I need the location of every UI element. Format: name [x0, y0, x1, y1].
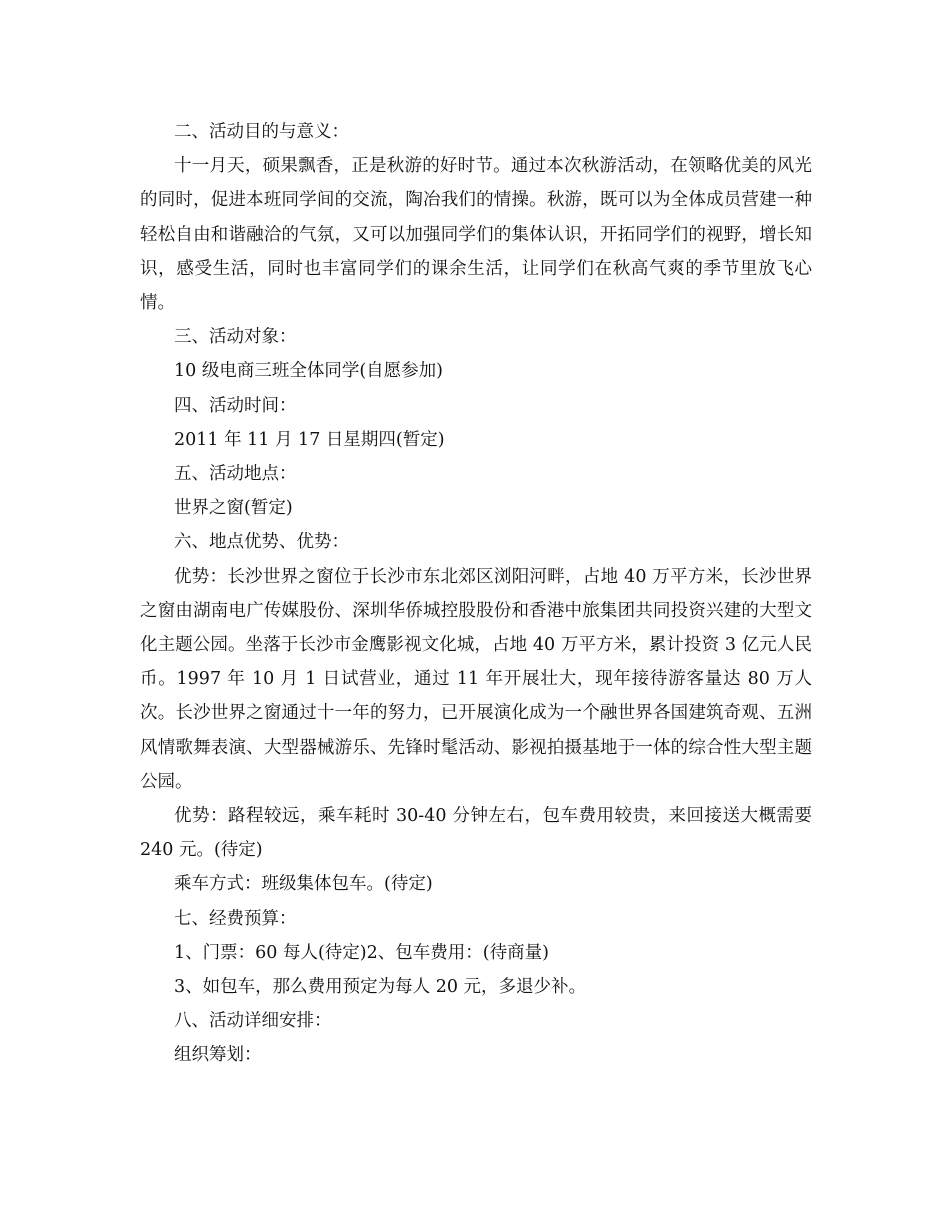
- paragraph-advantages: 优势：长沙世界之窗位于长沙市东北郊区浏阳河畔，占地 40 万平方米，长沙世界之窗由湖南电广传媒股份、深圳华侨城控股股份和香港中旅集团共同投资兴建的大型文化主题公园。坐落于长沙市金鹰影视文化城，占地 40 万平方米，累计投资 3 亿元人民币。1997 年 10 月 1 日试营业，通过 11 年开展壮大，现年接待游客量达 80 万人次。长沙世界之窗通过十一年的努力，已开展演化成为一个融世界各国建筑奇观、五洲风情歌舞表演、大型器械游乐、先锋时髦活动、影视拍摄基地于一体的综合性大型主题公园。: [140, 566, 812, 792]
- location-text: 世界之窗(暂定): [174, 498, 293, 519]
- section-heading-location: 五、活动地点：: [174, 463, 297, 484]
- schedule-subheading: 组织筹划：: [174, 1045, 262, 1066]
- section-heading-schedule: 八、活动详细安排：: [174, 1011, 332, 1032]
- participants-text: 10 级电商三班全体同学(自愿参加): [174, 361, 443, 382]
- section-heading-time: 四、活动时间：: [174, 395, 297, 416]
- section-heading-advantages: 六、地点优势、优势：: [174, 532, 349, 553]
- time-text: 2011 年 11 月 17 日星期四(暂定): [174, 429, 445, 450]
- budget-item-1: 1、门票：60 每人(待定)2、包车费用：(待商量): [174, 942, 549, 963]
- paragraph-purpose: 十一月天，硕果飘香，正是秋游的好时节。通过本次秋游活动，在领略优美的风光的同时，促进本班同学间的交流，陶冶我们的情操。秋游，既可以为全体成员营建一种轻松自由和谐融洽的气氛，又可以加强同学们的集体认识，开拓同学们的视野，增长知识，感受生活，同时也丰富同学们的课余生活，让同学们在秋高气爽的季节里放飞心情。: [140, 156, 812, 313]
- section-heading-budget: 七、经费预算：: [174, 908, 297, 929]
- document-page: [140, 115, 812, 1072]
- budget-item-3: 3、如包车，那么费用预定为每人 20 元，多退少补。: [174, 976, 587, 997]
- section-heading-purpose: 二、活动目的与意义：: [174, 122, 349, 142]
- transport-text: 乘车方式：班级集体包车。(待定): [174, 874, 433, 895]
- paragraph-travel-cost: 优势：路程较远，乘车耗时 30-40 分钟左右，包车费用较贵，来回接送大概需要 240 元。(待定): [140, 805, 812, 861]
- section-heading-participants: 三、活动对象：: [174, 327, 297, 348]
